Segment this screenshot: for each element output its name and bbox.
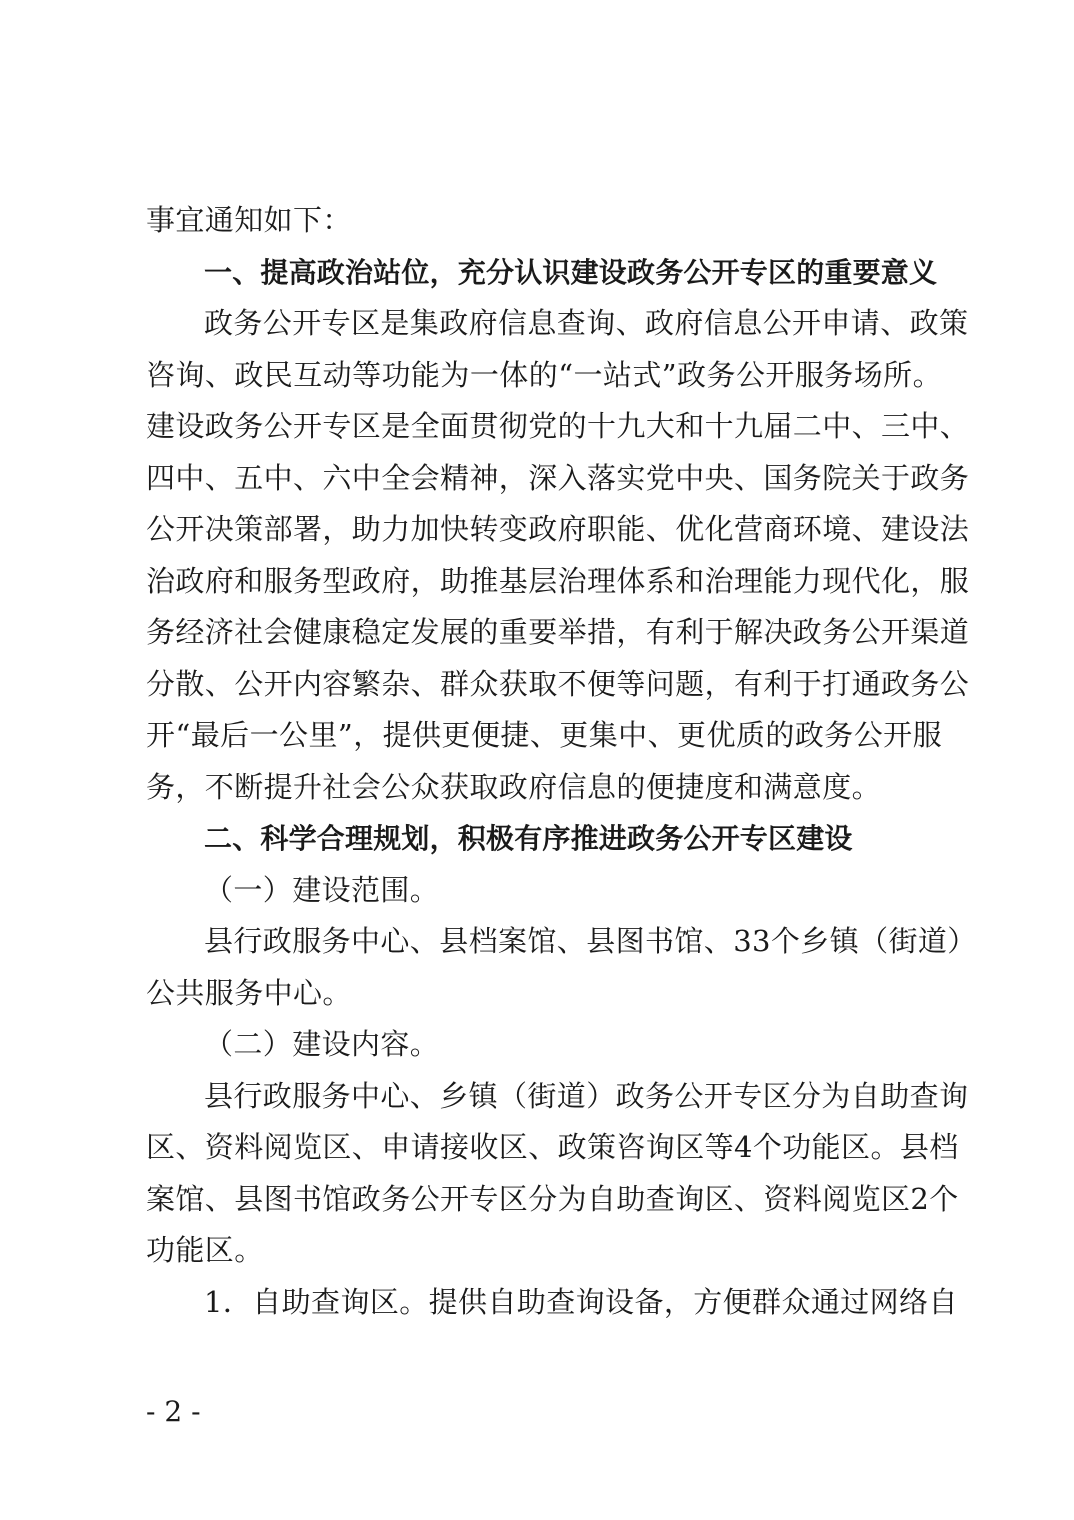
document-body <box>146 195 977 1328</box>
text-line: 政务公开专区是集政府信息查询、政府信息公开申请、政策 <box>204 306 969 340</box>
text-line: 县行政服务中心、县档案馆、县图书馆、33个乡镇（街道） <box>204 924 977 958</box>
text-line: 公开决策部署，助力加快转变政府职能、优化营商环境、建设法 <box>146 512 970 546</box>
text-line: 建设政务公开专区是全面贯彻党的十九大和十九届二中、三中、 <box>146 409 970 443</box>
text-line: 开“最后一公里”，提供更便捷、更集中、更优质的政务公开服 <box>146 718 942 752</box>
subsection-heading-2: （二）建设内容。 <box>204 1027 440 1061</box>
text-line: 功能区。 <box>146 1233 264 1267</box>
text-line: 事宜通知如下： <box>146 203 352 237</box>
section-heading-2: 二、科学合理规划，积极有序推进政务公开专区建设 <box>204 822 853 855</box>
text-line: 咨询、政民互动等功能为一体的“一站式”政务公开服务场所。 <box>146 357 942 392</box>
text-line: 县行政服务中心、乡镇（街道）政务公开专区分为自助查询 <box>204 1078 969 1113</box>
section-heading-1: 一、提高政治站位，充分认识建设政务公开专区的重要意义 <box>204 255 938 289</box>
text-line: 分散、公开内容繁杂、群众获取不便等问题，有利于打通政务公 <box>146 666 970 701</box>
text-line: 四中、五中、六中全会精神，深入落实党中央、国务院关于政务 <box>146 460 970 495</box>
text-line: 公共服务中心。 <box>146 975 352 1010</box>
text-line: 区、资料阅览区、申请接收区、政策咨询区等4个功能区。县档 <box>146 1130 959 1164</box>
text-line: 治政府和服务型政府，助推基层治理体系和治理能力现代化，服 <box>146 563 970 598</box>
text-line: 务经济社会健康稳定发展的重要举措，有利于解决政务公开渠道 <box>146 615 970 649</box>
list-item: 1．自助查询区。提供自助查询设备，方便群众通过网络自 <box>204 1284 958 1319</box>
text-line: 务，不断提升社会公众获取政府信息的便捷度和满意度。 <box>146 769 882 804</box>
text-line: 案馆、县图书馆政务公开专区分为自助查询区、资料阅览区2个 <box>146 1181 959 1216</box>
page-number: - 2 - <box>146 1395 201 1428</box>
subsection-heading-1: （一）建设范围。 <box>204 872 440 907</box>
